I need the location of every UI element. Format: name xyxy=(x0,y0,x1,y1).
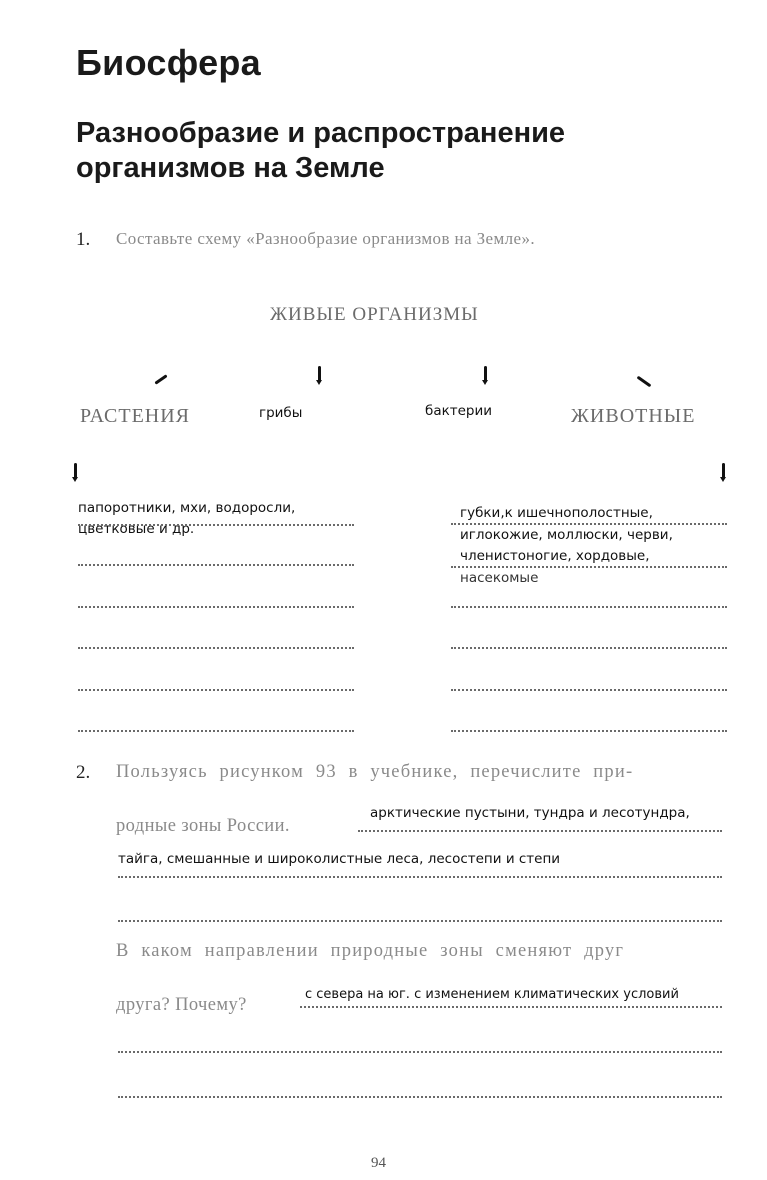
section-title: Биосфера xyxy=(76,42,262,83)
task2-prompt-line2: родные зоны России. xyxy=(116,816,290,836)
arrow-animals-down-icon xyxy=(722,463,725,479)
answer-dotted-line xyxy=(118,1096,722,1098)
answer-dotted-line xyxy=(300,1006,722,1008)
branch-bacteria: бактерии xyxy=(425,403,493,419)
answer-dotted-line xyxy=(78,730,354,732)
answer-dotted-line xyxy=(451,689,727,691)
task2-question2-line2: друга? Почему? xyxy=(116,995,247,1015)
animals-answer-line: насекомые xyxy=(460,570,539,586)
answer-dotted-line xyxy=(451,730,727,732)
task2-number: 2. xyxy=(76,762,91,783)
topic-title: Разнообразие и распространение организмов на Земле xyxy=(76,117,566,184)
direction-answer: с севера на юг. с изменением климатических условий xyxy=(305,987,679,1002)
answer-dotted-line xyxy=(118,876,722,878)
arrow-plants-down-icon xyxy=(74,463,77,479)
page-number: 94 xyxy=(371,1155,386,1171)
branch-animals: ЖИВОТНЫЕ xyxy=(571,405,696,427)
arrow-to-animals-icon xyxy=(637,376,652,388)
arrow-to-fungi-icon xyxy=(318,366,321,382)
zones-answer-line2: тайга, смешанные и широколистные леса, лесостепи и степи xyxy=(118,851,561,867)
branch-plants: РАСТЕНИЯ xyxy=(80,405,191,427)
answer-dotted-line xyxy=(78,606,354,608)
answer-dotted-line xyxy=(451,606,727,608)
branch-fungi: грибы xyxy=(259,405,303,421)
answer-dotted-line xyxy=(358,830,722,832)
answer-dotted-line xyxy=(78,564,354,566)
task1-number: 1. xyxy=(76,229,91,250)
plants-answer-line: цветковые и др. xyxy=(78,521,195,537)
answer-dotted-line xyxy=(78,524,354,526)
answer-dotted-line xyxy=(78,647,354,649)
arrow-to-plants-icon xyxy=(154,374,167,384)
task2-prompt-line1: Пользуясь рисунком 93 в учебнике, перечислите при- xyxy=(116,762,634,782)
task1-prompt: Составьте схему «Разнообразие организмов на Земле». xyxy=(116,229,536,248)
answer-dotted-line xyxy=(451,566,727,568)
task2-question2-line1: В каком направлении природные зоны сменяют друг xyxy=(116,941,625,961)
animals-answer-line: иглокожие, моллюски, черви, xyxy=(460,527,673,543)
answer-dotted-line xyxy=(78,689,354,691)
answer-dotted-line xyxy=(118,920,722,922)
answer-dotted-line xyxy=(451,523,727,525)
animals-answer-line: губки,к ишечнополостные, xyxy=(460,505,653,521)
animals-answer-line: членистоногие, хордовые, xyxy=(460,548,650,564)
scheme-root: ЖИВЫЕ ОРГАНИЗМЫ xyxy=(270,304,479,325)
answer-dotted-line xyxy=(118,1051,722,1053)
zones-answer-line1: арктические пустыни, тундра и лесотундра, xyxy=(370,805,690,821)
arrow-to-bacteria-icon xyxy=(484,366,487,382)
plants-answer-line: папоротники, мхи, водоросли, xyxy=(78,500,296,516)
answer-dotted-line xyxy=(451,647,727,649)
